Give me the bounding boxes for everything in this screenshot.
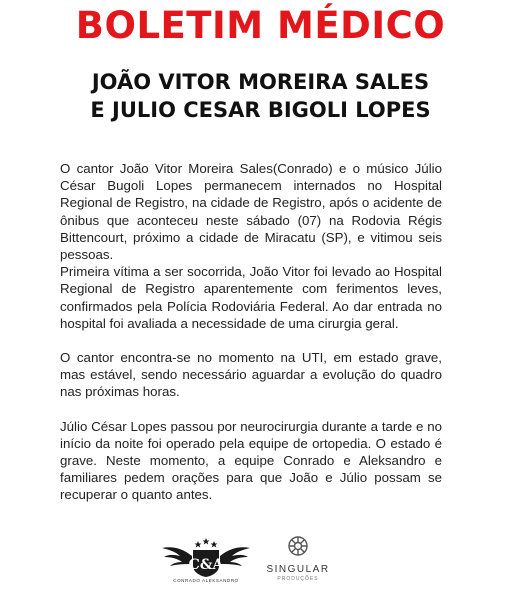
logo-caption: CONRADO ALEKSANDRO: [173, 578, 239, 583]
paragraph-accident: O cantor João Vitor Moreira Sales(Conrado) e o músico Júlio César Bugoli Lopes permanecem internados no Hospital Regional de Registro, na cidade de Registro, após o acidente de ônibus que aconteceu neste sábado (07) na Rodovia Régis Bittencourt, próximo a cidade de Miracatu (SP), e vitimou seis pessoas.: [60, 161, 442, 263]
names-line-1: JOÃO VITOR MOREIRA SALES: [91, 70, 430, 94]
paragraph-spacer: [60, 332, 442, 349]
names-line-2: E JULIO CESAR BIGOLI LOPES: [90, 98, 431, 122]
paragraph-spacer: [60, 401, 442, 418]
paragraph-first-victim: Primeira vítima a ser socorrida, João Vitor foi levado ao Hospital Regional de Registro aparentemente com ferimentos leves, confirmados pela Polícia Rodoviária Federal. Ao dar entrada no hospital foi avaliada a necessidade de uma cirurgia geral.: [60, 264, 442, 331]
conrado-aleksandro-logo: [162, 532, 250, 588]
winged-emblem-icon: [162, 532, 250, 578]
singular-caption: PRODUÇÕES: [277, 576, 319, 582]
bulletin-body: [60, 160, 442, 504]
page-title: BOLETIM MÉDICO: [75, 4, 446, 47]
singular-logo: [262, 534, 334, 586]
logo-footer: [0, 532, 521, 588]
logo-monogram: C&A: [188, 557, 224, 573]
patient-names: [0, 68, 521, 124]
singular-wordmark: SINGULAR: [266, 564, 330, 575]
paragraph-julio-status: Júlio César Lopes passou por neurocirurgia durante a tarde e no início da noite foi operado pela equipe de ortopedia. O estado é grave. Neste momento, a equipe Conrado e Aleksandro e familiares pedem orações para que João e Júlio possam se recuperar o quanto antes.: [60, 418, 442, 503]
singular-emblem-icon: [262, 534, 334, 562]
paragraph-icu-status: O cantor encontra-se no momento na UTI, em estado grave, mas estável, sendo necessário aguardar a evolução do quadro nas próximas horas.: [60, 350, 442, 400]
